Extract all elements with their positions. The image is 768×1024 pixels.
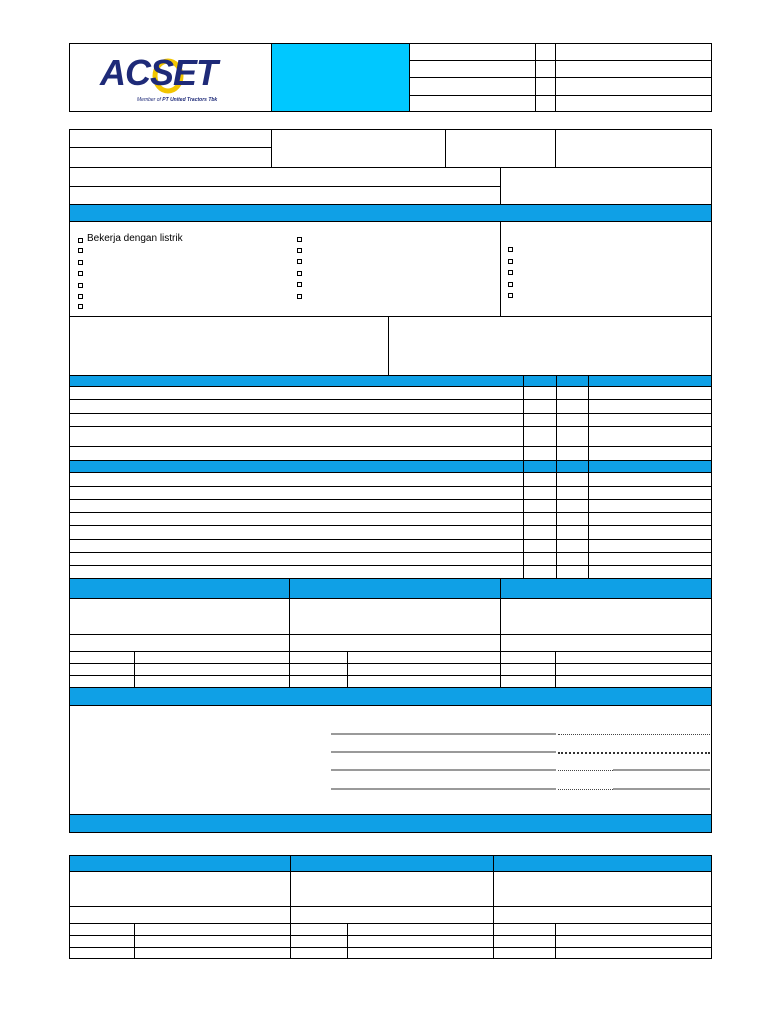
logo-tagline-prefix: Member of bbox=[137, 97, 161, 103]
checkbox-work-1[interactable] bbox=[78, 238, 83, 243]
section-band-approval bbox=[69, 687, 712, 706]
checkbox-work-8[interactable] bbox=[297, 237, 302, 242]
checkbox-work-10[interactable] bbox=[297, 259, 302, 264]
section-band-work-type bbox=[69, 204, 712, 222]
checkbox-work-15[interactable] bbox=[508, 259, 513, 264]
checkbox-work-9[interactable] bbox=[297, 248, 302, 253]
checkbox-work-2[interactable] bbox=[78, 248, 83, 253]
checkbox-work-14[interactable] bbox=[508, 247, 513, 252]
header-cyan-panel bbox=[272, 44, 409, 111]
checkbox-work-7[interactable] bbox=[78, 304, 83, 309]
section-band-closing-header bbox=[69, 855, 712, 872]
info-row-divider bbox=[69, 167, 712, 168]
section-band-closing bbox=[69, 814, 712, 833]
approval-line-4 bbox=[331, 788, 556, 790]
checkbox-work-5[interactable] bbox=[78, 283, 83, 288]
approval-line-3 bbox=[331, 769, 556, 771]
logo-tagline bbox=[137, 97, 217, 103]
checkbox-work-18[interactable] bbox=[508, 293, 513, 298]
checkbox-work-11[interactable] bbox=[297, 271, 302, 276]
section-band-checklist-2 bbox=[69, 460, 712, 473]
logo-tagline-company: PT United Tractors Tbk bbox=[162, 97, 218, 103]
checkbox-work-12[interactable] bbox=[297, 282, 302, 287]
checkbox-work-4[interactable] bbox=[78, 271, 83, 276]
checkbox-work-16[interactable] bbox=[508, 270, 513, 275]
approval-line-2 bbox=[331, 751, 556, 753]
checkbox-work-13[interactable] bbox=[297, 294, 302, 299]
logo-brand-text: ACSET bbox=[100, 52, 218, 93]
work-type-label-1: Bekerja dengan listrik bbox=[87, 233, 183, 244]
approval-line-1 bbox=[331, 733, 556, 735]
checkbox-work-3[interactable] bbox=[78, 260, 83, 265]
section-band-signatures bbox=[69, 578, 712, 599]
checkbox-work-6[interactable] bbox=[78, 294, 83, 299]
section-band-checklist-1 bbox=[69, 375, 712, 387]
checkbox-work-17[interactable] bbox=[508, 282, 513, 287]
